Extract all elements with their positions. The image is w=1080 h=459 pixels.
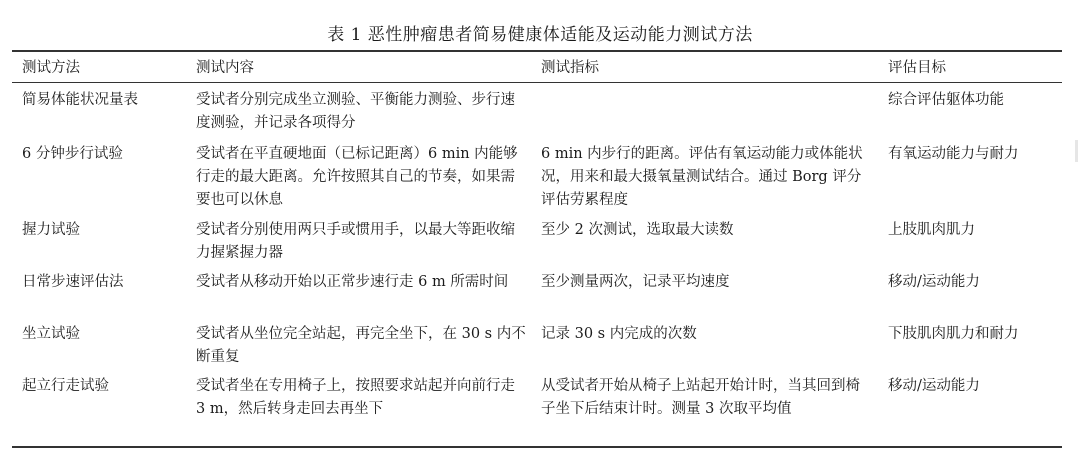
row-4-indicator: 至少测量两次，记录平均速度 [541,274,730,290]
page-edge-mark [1075,140,1078,162]
row-3-target: 上肢肌肉肌力 [888,222,975,238]
row-4-method: 日常步速评估法 [22,274,124,290]
row-3-content: 受试者分别使用两只手或惯用手，以最大等距收缩力握紧握力器 [196,222,515,261]
row-3-method: 握力试验 [22,222,80,238]
row-3-indicator: 至少 2 次测试，选取最大读数 [541,222,734,238]
table-header-rule [12,82,1062,83]
header-method: 测试方法 [22,60,80,76]
table-top-rule [12,50,1062,52]
row-5-method: 坐立试验 [22,326,80,342]
table-bottom-rule [12,446,1062,448]
row-6-method: 起立行走试验 [22,378,109,394]
row-5-content: 受试者从坐位完全站起，再完全坐下，在 30 s 内不断重复 [196,326,526,365]
header-indicator: 测试指标 [541,60,599,76]
row-1-content: 受试者分别完成坐立测验、平衡能力测验、步行速度测验，并记录各项得分 [196,92,515,131]
row-5-target: 下肢肌肉肌力和耐力 [888,326,1019,342]
row-1-method: 简易体能状况量表 [22,92,138,108]
row-2-indicator: 6 min 内步行的距离。评估有氧运动能力或体能状况，用来和最大摄氧量测试结合。通过 Borg 评分评估劳累程度 [541,146,863,208]
row-2-content: 受试者在平直硬地面（已标记距离）6 min 内能够行走的最大距离。允许按照其自己的节奏，如果需要也可以休息 [196,146,518,208]
row-6-indicator: 从受试者开始从椅子上站起开始计时，当其回到椅子坐下后结束计时。测量 3 次取平均值 [541,378,860,417]
row-4-target: 移动/运动能力 [888,274,980,290]
row-2-target: 有氧运动能力与耐力 [888,146,1019,162]
table-title: 表 1 恶性肿瘤患者简易健康体适能及运动能力测试方法 [327,25,753,45]
row-4-content: 受试者从移动开始以正常步速行走 6 m 所需时间 [196,274,509,290]
row-6-target: 移动/运动能力 [888,378,980,394]
row-1-target: 综合评估躯体功能 [888,92,1004,108]
row-5-indicator: 记录 30 s 内完成的次数 [541,326,697,342]
row-6-content: 受试者坐在专用椅子上，按照要求站起并向前行走 3 m，然后转身走回去再坐下 [196,378,515,417]
header-target: 评估目标 [888,60,946,76]
header-content: 测试内容 [196,60,254,76]
row-2-method: 6 分钟步行试验 [22,146,123,162]
